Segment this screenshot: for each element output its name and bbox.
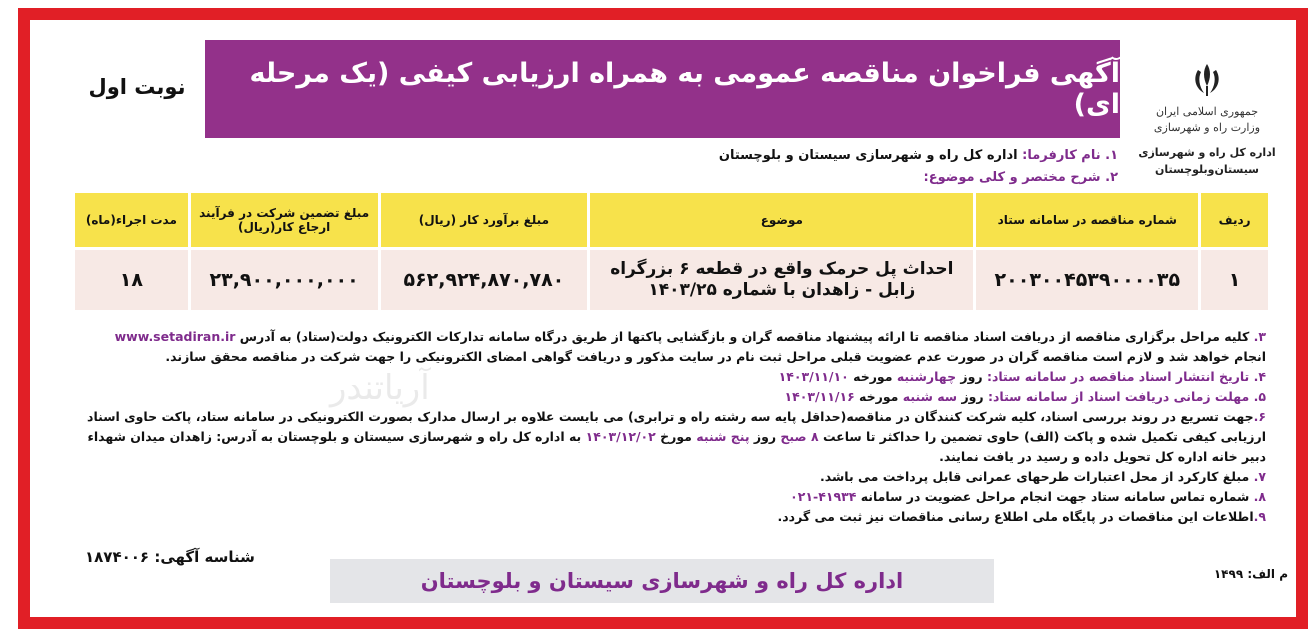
deadline-day: سه شنبه [902,389,958,404]
page-title: آگهی فراخوان مناقصه عمومی به همراه ارزیابی کیفی (یک مرحله ای) [249,58,1120,120]
logo-script [1132,104,1282,136]
ad-id: شناسه آگهی: ۱۸۷۴۰۰۶ [85,548,255,566]
iran-emblem-icon [1187,60,1227,100]
clause-text: کلیه مراحل برگزاری مناقصه از دریافت اسناد مناقصه تا ارائه پیشنهاد مناقصه گران و بازگشایی پاکتها از طریق درگاه سامانه تدارکات الکترونیک دولت(ستاد) به آدرس [235,329,1254,344]
clause-3 [86,327,1266,367]
publish-day: چهارشنبه [896,369,957,384]
clause-5 [86,387,1266,407]
clause-8 [86,487,1266,507]
ad-content [30,20,1296,617]
clause-text: روز [956,369,987,384]
table-row [74,249,1270,312]
cell-tender-no: ۲۰۰۳۰۰۴۵۳۹۰۰۰۰۳۵ [975,249,1200,312]
logo-script-line2: وزارت راه و شهرسازی [1153,121,1261,134]
cell-guarantee: ۲۳,۹۰۰,۰۰۰,۰۰۰ [189,249,379,312]
clause-9 [86,507,1266,527]
clause-text: مورخ [655,429,697,444]
subject-label: ۲. شرح مختصر و کلی موضوع: [923,170,1118,185]
org-logo [1132,60,1282,200]
col-header-subject: موضوع [589,192,975,249]
cell-estimate: ۵۶۲,۹۲۴,۸۷۰,۷۸۰ [379,249,589,312]
clause-4 [86,367,1266,387]
ad-body [86,327,1266,527]
clause-text: اطلاعات این مناقصات در پایگاه ملی اطلاع رسانی مناقصات نیز ثبت می گردد. [777,509,1254,524]
employer-label: ۱. نام کارفرما: [1022,148,1118,163]
ad-frame [18,8,1308,629]
clause-text: جهت تسریع در روند بررسی اسناد، کلیه شرکت کنندگان در مناقصه(حداقل پایه سه رشته راه و ترابری) می بایست علاوه بر ارسال مدارک بصورت الکترونیکی در سامانه ستاد، پاکت حاوی اسناد ارزیابی کیفی تکمیل شده و پاکت (الف) حاوی تضمین را حداکثر تا ساعت [87,409,1266,444]
clause-number: ۳. [1253,329,1266,344]
clause-text: مورخه [848,369,897,384]
clause-7 [86,467,1266,487]
clause-text: روز [957,389,988,404]
round-label: نوبت اول [88,75,186,99]
clause-text: مورخه [854,389,903,404]
clause-text: شماره تماس سامانه ستاد جهت انجام مراحل عضویت در سامانه [856,489,1254,504]
cell-subject [589,249,975,312]
clause-number: ۷. [1253,469,1266,484]
clause-text: به اداره کل راه و شهرسازی سیستان و بلوچستان به آدرس: زاهدان میدان شهداء دبیر خانه اداره کل تحویل داده و رسید در یافت نمایند. [87,429,1266,464]
deadline-date: ۱۴۰۳/۱۱/۱۶ [784,389,855,404]
table-header-row [74,192,1270,249]
clause-number: ۶. [1253,409,1266,424]
col-header-duration: مدت اجراء(ماه) [74,192,190,249]
clause-text: انجام خواهد شد و لازم است مناقصه گران در صورت عدم عضویت قبلی مراحل ثبت نام در سایت مذکور و دریافت گواهی امضای الکترونیکی را جهت شرکت در مناقصه محقق سازند. [165,349,1266,364]
logo-dept-line2: سیستان‌وبلوچستان [1155,163,1259,176]
submit-date: ۱۴۰۳/۱۲/۰۲ [585,429,656,444]
footer-banner [330,559,994,603]
malef-code: م الف: ۱۴۹۹ [1213,567,1288,581]
cell-duration: ۱۸ [74,249,190,312]
phone-number: ۴۱۹۳۴-۰۲۱ [790,489,857,504]
publish-date: ۱۴۰۳/۱۱/۱۰ [778,369,849,384]
clause-number: ۸. [1253,489,1266,504]
submit-time: ۸ صبح [780,429,819,444]
footer-org-name: اداره کل راه و شهرسازی سیستان و بلوچستان [420,569,904,593]
clause-number: ۹. [1253,509,1266,524]
tender-table [72,190,1271,313]
col-header-index: ردیف [1200,192,1270,249]
employer-line [719,148,1118,163]
logo-script-line1: جمهوری اسلامی ایران [1155,105,1259,118]
col-header-tender-no: شماره مناقصه در سامانه ستاد [975,192,1200,249]
clause-6 [86,407,1266,467]
clause-text: روز [749,429,781,444]
subject-line1: احداث پل حرمک واقع در قطعه ۶ بزرگراه [610,259,954,279]
title-banner [205,40,1120,138]
clause-text: مبلغ کارکرد از محل اعتبارات طرحهای عمرانی قابل پرداخت می باشد. [820,469,1254,484]
clause-label: ۵. مهلت زمانی دریافت اسناد از سامانه ستاد: [987,389,1266,404]
cell-index: ۱ [1200,249,1270,312]
employer-value: اداره کل راه و شهرسازی سیستان و بلوچستان [718,148,1023,163]
logo-dept-line1: اداره کل راه و شهرسازی [1138,146,1276,159]
logo-dept [1132,144,1282,178]
submit-day: پنج شنبه [696,429,750,444]
setad-link[interactable]: www.setadiran.ir [114,329,236,344]
clause-label: ۴. تاریخ انتشار اسناد مناقصه در سامانه ستاد: [986,369,1266,384]
subject-line2: زابل - زاهدان با شماره ۱۴۰۳/۲۵ [648,280,916,300]
watermark: آریاتندر [330,368,430,408]
col-header-guarantee: مبلغ تضمین شرکت در فرآیند ارجاع کار(ریال) [189,192,379,249]
col-header-estimate: مبلغ برآورد کار (ریال) [379,192,589,249]
